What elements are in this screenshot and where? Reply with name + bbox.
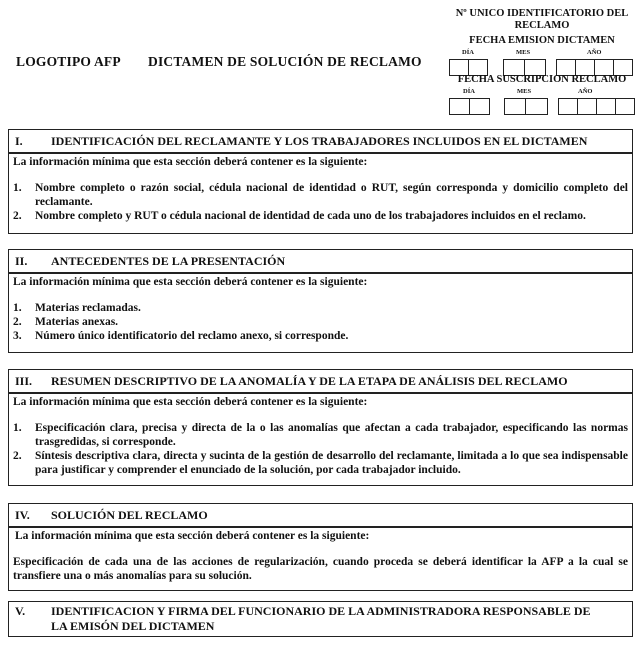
section-title: IDENTIFICACION Y FIRMA DEL FUNCIONARIO DE LA ADMINISTRADORA RESPONSABLE DE LA EMISÓN DEL DICTAMEN bbox=[51, 604, 591, 633]
section-2 bbox=[8, 249, 633, 353]
section-1-header bbox=[9, 130, 632, 154]
section-title: SOLUCIÓN DEL RECLAMO bbox=[51, 508, 208, 522]
item-number: 2. bbox=[13, 316, 22, 328]
claim-id-label: Nº UNICO IDENTIFICATORIO DEL RECLAMO bbox=[455, 8, 629, 31]
list-item bbox=[13, 315, 628, 329]
section-5-header bbox=[9, 602, 632, 636]
list-item bbox=[13, 181, 628, 209]
subscription-year-label: AÑO bbox=[578, 88, 593, 95]
section-list bbox=[13, 181, 628, 223]
issue-month-label: MES bbox=[516, 49, 531, 56]
section-4 bbox=[8, 503, 633, 591]
section-3-header bbox=[9, 370, 632, 394]
digit-box[interactable] bbox=[469, 98, 490, 115]
section-number: II. bbox=[15, 254, 28, 268]
item-number: 1. bbox=[13, 422, 22, 434]
section-title: ANTECEDENTES DE LA PRESENTACIÓN bbox=[51, 254, 286, 268]
section-2-header bbox=[9, 250, 632, 274]
section-5 bbox=[8, 601, 633, 637]
item-text: Especificación clara, precisa y directa de la o las anomalías que afectan a cada trabajador, especificando las normas trasgredidas, si corresponde. bbox=[35, 422, 628, 448]
section-intro: La información mínima que esta sección deberá contener es la siguiente: bbox=[13, 396, 368, 408]
section-3 bbox=[8, 369, 633, 486]
item-text: Nombre completo o razón social, cédula nacional de identidad o RUT, según corresponda y domicilio completo del reclamante. bbox=[35, 182, 628, 208]
section-number: IV. bbox=[15, 508, 30, 522]
section-number: V. bbox=[15, 604, 26, 618]
issue-year-label: AÑO bbox=[587, 49, 602, 56]
section-list bbox=[13, 421, 628, 477]
list-item bbox=[13, 449, 628, 477]
subscription-date-label: FECHA SUSCRIPCION RECLAMO bbox=[457, 74, 627, 85]
list-item bbox=[13, 421, 628, 449]
issue-day-label: DÍA bbox=[462, 49, 474, 56]
subscription-day-boxes[interactable] bbox=[449, 98, 489, 115]
section-list bbox=[13, 301, 628, 343]
subscription-month-boxes[interactable] bbox=[504, 98, 547, 115]
issue-date-label: FECHA EMISION DICTAMEN bbox=[469, 35, 615, 46]
list-item bbox=[13, 209, 628, 223]
section-intro: La información mínima que esta sección deberá contener es la siguiente: bbox=[13, 276, 368, 288]
digit-box[interactable] bbox=[504, 98, 526, 115]
section-title: RESUMEN DESCRIPTIVO DE LA ANOMALÍA Y DE LA ETAPA DE ANÁLISIS DEL RECLAMO bbox=[51, 374, 568, 388]
document-title: DICTAMEN DE SOLUCIÓN DE RECLAMO bbox=[148, 54, 422, 69]
item-number: 3. bbox=[13, 330, 22, 342]
item-number: 2. bbox=[13, 450, 22, 462]
item-text: Nombre completo y RUT o cédula nacional de identidad de cada uno de los trabajadores incluidos en el reclamo. bbox=[35, 210, 586, 222]
item-number: 2. bbox=[13, 210, 22, 222]
item-number: 1. bbox=[13, 182, 22, 194]
digit-box[interactable] bbox=[596, 98, 616, 115]
digit-box[interactable] bbox=[615, 98, 635, 115]
subscription-day-label: DÍA bbox=[463, 88, 475, 95]
item-text: Materias anexas. bbox=[35, 316, 119, 328]
item-text: Síntesis descriptiva clara, directa y sucinta de la gestión de desarrollo del reclamante, limitada a lo que sea indispensable para justificar y comprender el enunciado de la solución, por cada trabajador incluido. bbox=[35, 450, 628, 476]
digit-box[interactable] bbox=[558, 98, 578, 115]
section-intro: La información mínima que esta sección deberá contener es la siguiente: bbox=[15, 530, 370, 542]
section-intro: La información mínima que esta sección deberá contener es la siguiente: bbox=[13, 156, 368, 168]
item-text: Materias reclamadas. bbox=[35, 302, 141, 314]
subscription-month-label: MES bbox=[517, 88, 532, 95]
item-text: Número único identificatorio del reclamo anexo, si corresponde. bbox=[35, 330, 349, 342]
section-paragraph: Especificación de cada una de las acciones de regularización, cuando proceda se deberá identificar la AFP a la cual se transfiere una o más anomalías para su solución. bbox=[13, 556, 628, 582]
subscription-year-boxes[interactable] bbox=[558, 98, 634, 115]
list-item bbox=[13, 301, 628, 315]
digit-box[interactable] bbox=[449, 98, 470, 115]
list-item bbox=[13, 329, 628, 343]
logo-placeholder: LOGOTIPO AFP bbox=[16, 54, 121, 69]
section-title: IDENTIFICACIÓN DEL RECLAMANTE Y LOS TRABAJADORES INCLUIDOS EN EL DICTAMEN bbox=[51, 134, 588, 148]
digit-box[interactable] bbox=[577, 98, 597, 115]
section-number: I. bbox=[15, 134, 23, 148]
section-1 bbox=[8, 129, 633, 234]
item-number: 1. bbox=[13, 302, 22, 314]
digit-box[interactable] bbox=[525, 98, 548, 115]
section-4-header bbox=[9, 504, 632, 528]
section-number: III. bbox=[15, 374, 33, 388]
